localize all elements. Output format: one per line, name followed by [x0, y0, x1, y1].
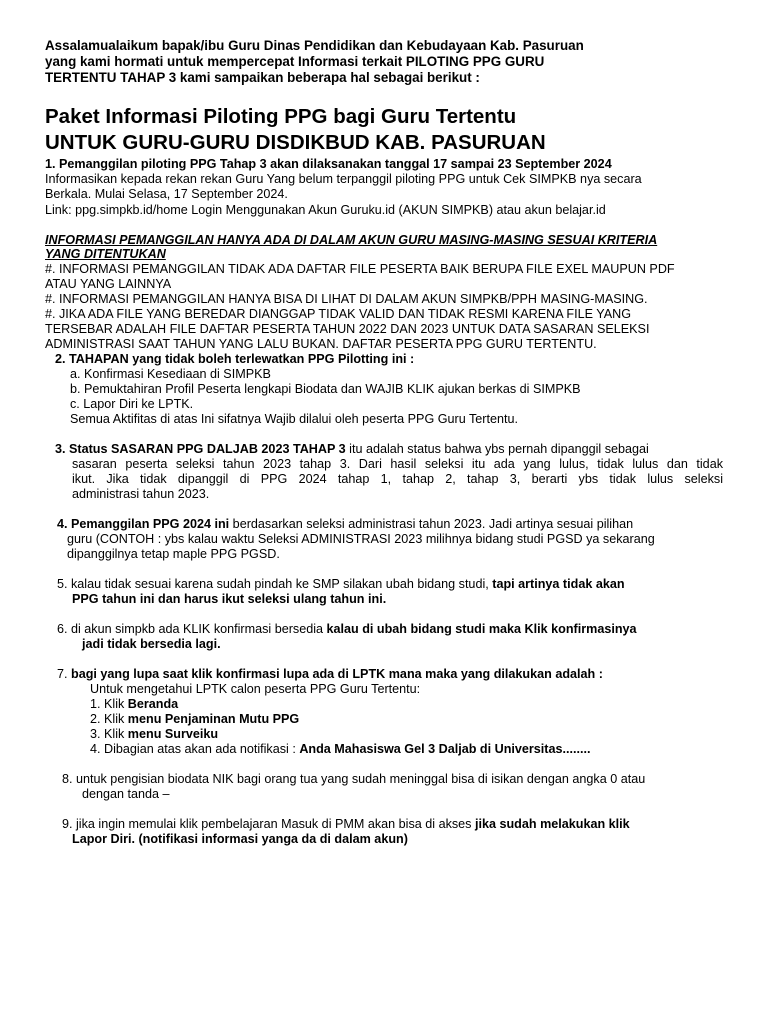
- section-7-heading: bagi yang lupa saat klik konfirmasi lupa ada di LPTK mana maka yang dilakukan adalah :: [71, 667, 603, 681]
- section-5-emphasis-2: PPG tahun ini dan harus ikut seleksi ulang tahun ini.: [72, 592, 387, 606]
- section-3-heading: 3. Status SASARAN PPG DALJAB 2023 TAHAP 3: [55, 442, 346, 456]
- section-5-emphasis-1: tapi artinya tidak akan: [492, 577, 625, 591]
- section-2-heading: 2. TAHAPAN yang tidak boleh terlewatkan PPG Pilotting ini :: [55, 352, 415, 366]
- section-1-line-1: Informasikan kepada rekan rekan Guru Yang belum terpanggil piloting PPG untuk Cek SIMPKB nya secara: [45, 172, 642, 186]
- section-2-note: Semua Aktifitas di atas Ini sifatnya Wajib dilalui oleh peserta PPG Guru Tertentu.: [70, 412, 519, 426]
- section-4-line-1-text: berdasarkan seleksi administrasi tahun 2023. Jadi artinya sesuai pilihan: [229, 517, 634, 531]
- section-4-line-3: dipanggilnya tetap maple PPG PGSD.: [67, 547, 280, 561]
- step-3-text: 3. Klik: [90, 727, 128, 741]
- section-7-step-3: [90, 727, 218, 741]
- info-line-4: #. JIKA ADA FILE YANG BEREDAR DIANGGAP TIDAK VALID DAN TIDAK RESMI KARENA FILE YANG: [45, 307, 632, 321]
- section-6-emphasis-1: kalau di ubah bidang studi maka Klik konfirmasinya: [326, 622, 637, 636]
- info-line-2: ATAU YANG LAINNYA: [45, 277, 172, 291]
- section-7-step-2: [90, 712, 299, 726]
- section-9-text: 9. jika ingin memulai klik pembelajaran Masuk di PMM akan bisa di akses: [62, 817, 475, 831]
- section-4-line-2: guru (CONTOH : ybs kalau waktu Seleksi ADMINISTRASI 2023 milihnya bidang studi PGSD ya sekarang: [67, 532, 655, 546]
- section-9-emphasis-1: jika sudah melakukan klik: [474, 817, 630, 831]
- intro-line-1: Assalamualaikum bapak/ibu Guru Dinas Pendidikan dan Kebudayaan Kab. Pasuruan: [45, 38, 584, 53]
- step-1-menu: Beranda: [127, 697, 179, 711]
- section-3-line-1: [55, 442, 649, 456]
- step-4-notification: Anda Mahasiswa Gel 3 Daljab di Universitas........: [299, 742, 591, 756]
- document-title-line-1: Paket Informasi Piloting PPG bagi Guru Tertentu: [45, 105, 517, 128]
- section-9-emphasis-2: Lapor Diri. (notifikasi informasi yanga da di dalam akun): [72, 832, 408, 846]
- section-4-line-1: [57, 517, 633, 531]
- document-title-line-2: UNTUK GURU-GURU DISDIKBUD KAB. PASURUAN: [45, 131, 546, 154]
- section-5-text: 5. kalau tidak sesuai karena sudah pindah ke SMP silakan ubah bidang studi,: [57, 577, 493, 591]
- section-7-number: 7.: [57, 667, 72, 681]
- section-7-step-1: [90, 697, 178, 711]
- section-1-heading: 1. Pemanggilan piloting PPG Tahap 3 akan dilaksanakan tanggal 17 sampai 23 September 2024: [45, 157, 612, 171]
- section-8-line-1: 8. untuk pengisian biodata NIK bagi orang tua yang sudah meninggal bisa di isikan dengan angka 0 atau: [62, 772, 646, 786]
- info-heading-line-2: YANG DITENTUKAN: [45, 247, 166, 261]
- step-1-text: 1. Klik: [90, 697, 128, 711]
- section-3-line-2: sasaran peserta seleksi tahun 2023 tahap 3. Dari hasil seleksi itu ada yang lulus, tidak lulus dan tidak: [72, 457, 723, 471]
- section-6-line-1: [57, 622, 637, 636]
- info-line-5: TERSEBAR ADALAH FILE DAFTAR PESERTA TAHUN 2022 DAN 2023 UNTUK DATA SASARAN SELEKSI: [45, 322, 650, 336]
- section-3-line-3: ikut. Jika tidak dipanggil di PPG 2024 tahap 1, tahap 2, tahap 3, berarti ybs tidak lulus seleksi: [72, 472, 723, 486]
- info-line-1: #. INFORMASI PEMANGGILAN TIDAK ADA DAFTAR FILE PESERTA BAIK BERUPA FILE EXEL MAUPUN PDF: [45, 262, 675, 276]
- section-6-emphasis-2: jadi tidak bersedia lagi.: [82, 637, 221, 651]
- intro-line-2: yang kami hormati untuk mempercepat Informasi terkait PILOTING PPG GURU: [45, 54, 545, 69]
- section-7-subheading: Untuk mengetahui LPTK calon peserta PPG Guru Tertentu:: [90, 682, 421, 696]
- info-line-6: ADMINISTRASI SAAT TAHUN YANG LALU BUKAN. DAFTAR PESERTA PPG GURU TERTENTU.: [45, 337, 597, 351]
- section-3-line-1-text: itu adalah status bahwa ybs pernah dipanggil sebagai: [345, 442, 649, 456]
- section-2-item-a: a. Konfirmasi Kesediaan di SIMPKB: [70, 367, 271, 381]
- info-line-3: #. INFORMASI PEMANGGILAN HANYA BISA DI LIHAT DI DALAM AKUN SIMPKB/PPH MASING-MASING.: [45, 292, 648, 306]
- section-5-line-1: [57, 577, 625, 591]
- section-6-text: 6. di akun simpkb ada KLIK konfirmasi bersedia: [57, 622, 327, 636]
- info-heading-line-1: INFORMASI PEMANGGILAN HANYA ADA DI DALAM AKUN GURU MASING-MASING SESUAI KRITERIA: [45, 233, 658, 247]
- step-3-menu: menu Surveiku: [127, 727, 219, 741]
- section-2-item-b: b. Pemuktahiran Profil Peserta lengkapi Biodata dan WAJIB KLIK ajukan berkas di SIMPKB: [70, 382, 581, 396]
- section-1-link-line: Link: ppg.simpkb.id/home Login Menggunakan Akun Guruku.id (AKUN SIMPKB) atau akun belajar.id: [45, 203, 606, 217]
- section-2-item-c: c. Lapor Diri ke LPTK.: [70, 397, 194, 411]
- section-8-line-2: dengan tanda –: [82, 787, 170, 801]
- step-2-menu: menu Penjaminan Mutu PPG: [127, 712, 300, 726]
- section-7-line-1: [57, 667, 603, 681]
- section-3-line-4: administrasi tahun 2023.: [72, 487, 210, 501]
- section-9-line-1: [62, 817, 630, 831]
- step-2-text: 2. Klik: [90, 712, 128, 726]
- step-4-text: 4. Dibagian atas akan ada notifikasi :: [90, 742, 300, 756]
- section-4-heading: 4. Pemanggilan PPG 2024 ini: [57, 517, 230, 531]
- section-1-line-2: Berkala. Mulai Selasa, 17 September 2024.: [45, 187, 288, 201]
- section-7-step-4: [90, 742, 591, 756]
- intro-line-3: TERTENTU TAHAP 3 kami sampaikan beberapa hal sebagai berikut :: [45, 70, 480, 85]
